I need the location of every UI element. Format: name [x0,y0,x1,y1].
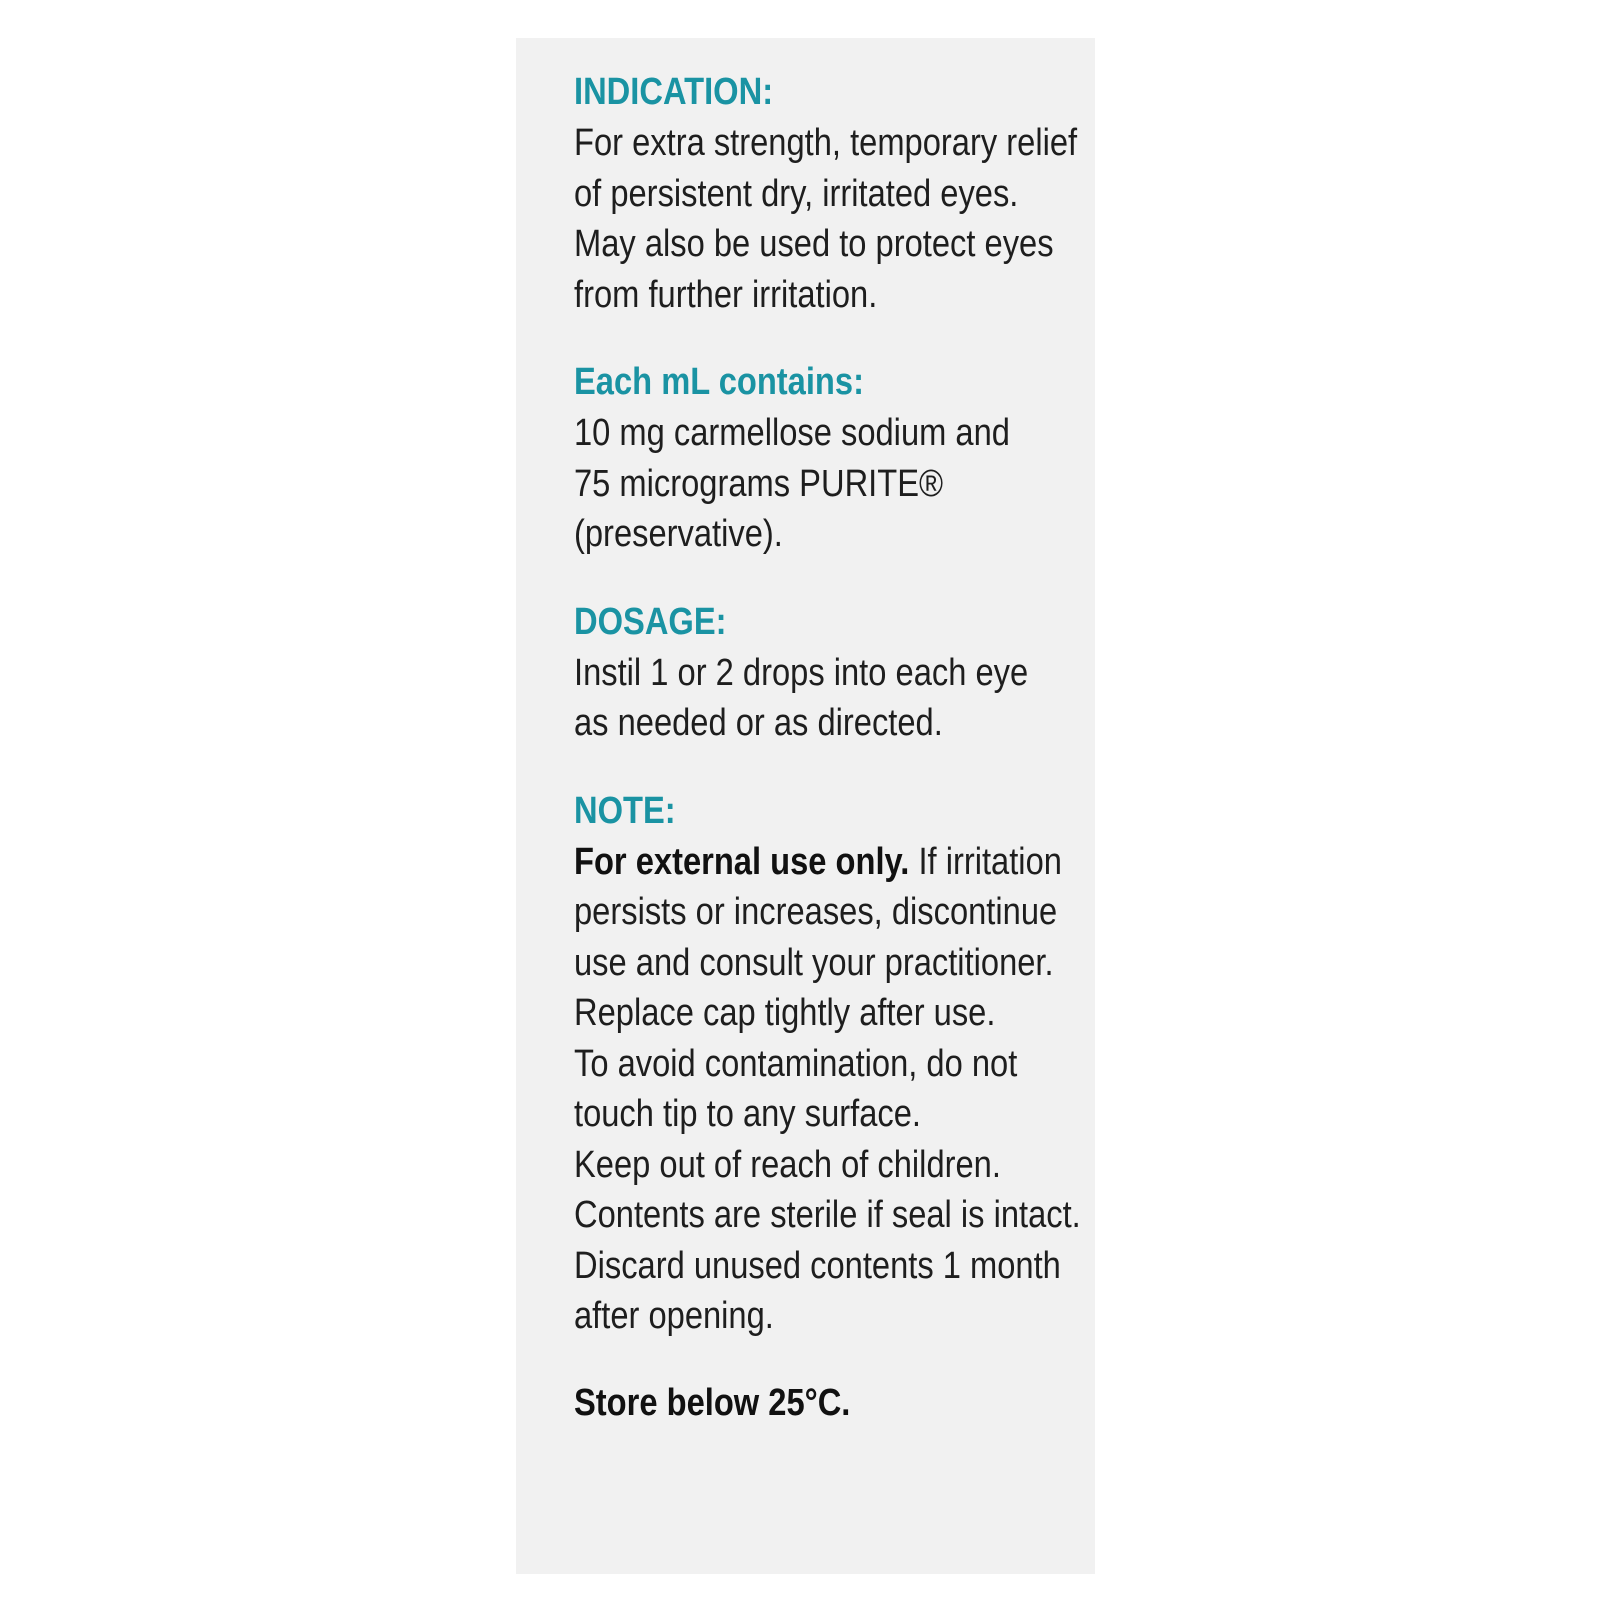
contains-line: 10 mg carmellose sodium and [574,412,1010,454]
storage-instruction: Store below 25°C. [574,1381,851,1424]
note-line: Keep out of reach of children. [574,1143,1001,1186]
note-line: use and consult your practitioner. [574,941,1054,984]
dosage-line: as needed or as directed. [574,702,943,744]
note-line: persists or increases, discontinue [574,891,1058,933]
dosage-heading: DOSAGE: [574,600,727,643]
contains-line: 75 micrograms PURITE® [574,462,944,505]
indication-line: For extra strength, temporary relief [574,122,1078,164]
contains-line: (preservative). [574,513,783,555]
note-line: To avoid contamination, do not [574,1042,1018,1085]
note-line: after opening. [574,1295,774,1337]
note-heading: NOTE: [574,789,676,832]
external-use-warning: For external use only. [574,840,910,883]
dosage-line: Instil 1 or 2 drops into each eye [574,651,1029,694]
label-text [574,66,1081,1428]
indication-line: of persistent dry, irritated eyes. [574,172,1019,215]
note-line: Replace cap tightly after use. [574,992,996,1034]
indication-line: from further irritation. [574,273,878,316]
contains-heading: Each mL contains: [574,361,864,403]
note-line: touch tip to any surface. [574,1093,921,1135]
indication-line: May also be used to protect eyes [574,223,1054,265]
indication-heading: INDICATION: [574,71,774,113]
note-first-line-rest: If irritation [909,840,1062,883]
note-line: Discard unused contents 1 month [574,1244,1061,1287]
note-first-line [574,837,1062,888]
note-line: Contents are sterile if seal is intact. [574,1194,1081,1236]
